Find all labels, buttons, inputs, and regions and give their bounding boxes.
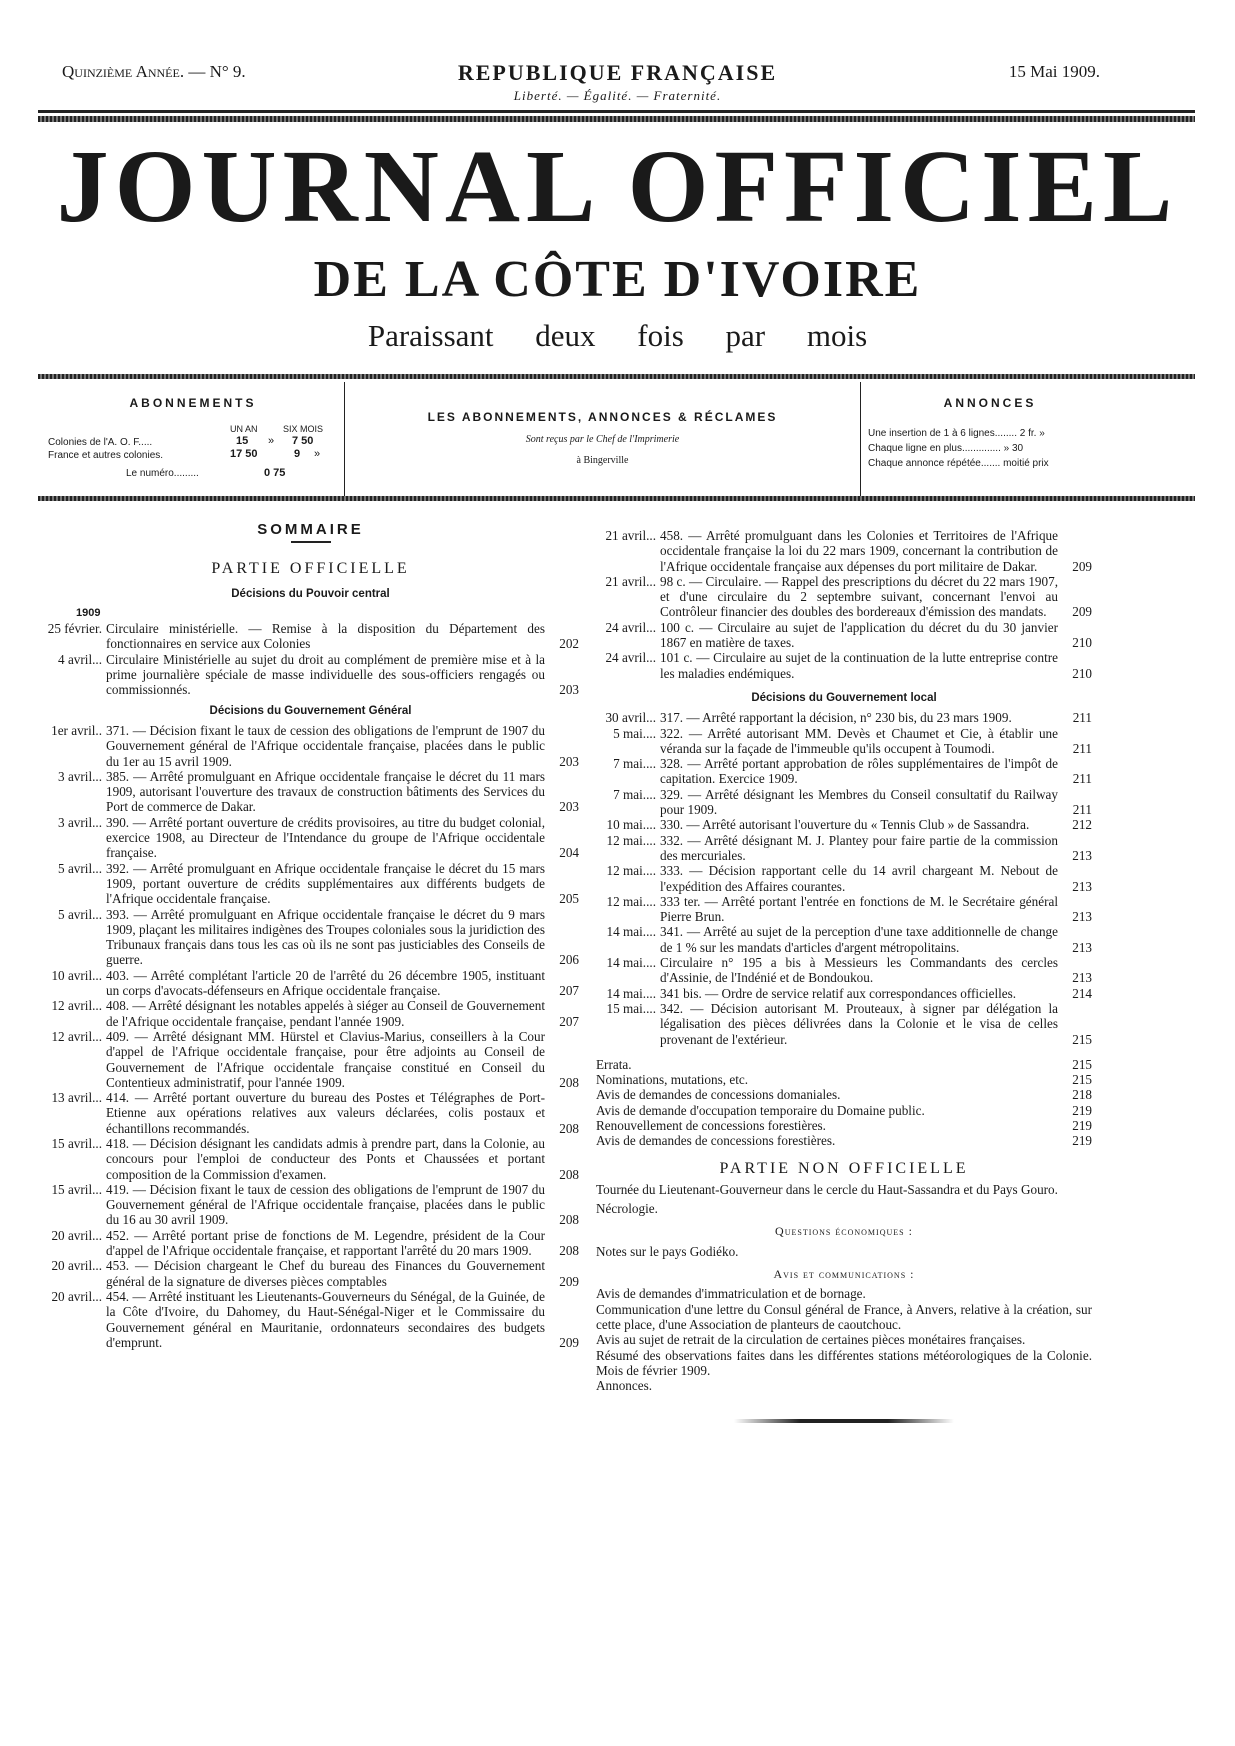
entry-page: 208 bbox=[559, 1120, 579, 1136]
center-line1: Sont reçus par le Chef de l'Imprimerie bbox=[525, 434, 680, 445]
entry-text: 414. — Arrêté portant ouverture du bureau des Postes et Télégraphes de Port-Etienne aux opérations relatives aux valeurs déclarées, colis postaux et échantillons recommandés. bbox=[106, 1090, 545, 1136]
entry-date: 21 avril... bbox=[605, 528, 656, 543]
misc-text: Avis de demandes de concessions forestières. bbox=[596, 1133, 836, 1149]
entry-page: 209 bbox=[1072, 604, 1092, 620]
misc-text: Avis de demande d'occupation temporaire du Domaine public. bbox=[596, 1102, 925, 1118]
part-unofficial: PARTIE NON OFFICIELLE bbox=[719, 1159, 969, 1177]
entry-text: 322. — Arrêté autorisant MM. Devès et Chaumet et Cie, à établir une véranda sur la façade de l'immeuble qu'ils occupent à Toumodi. bbox=[660, 725, 1058, 756]
misc-page: 215 bbox=[1072, 1072, 1092, 1088]
notice-entry: Avis au sujet de retrait de la circulation de certaines pièces monétaires françaises. bbox=[596, 1332, 1026, 1348]
summary-entry bbox=[596, 817, 1092, 832]
notice-entry: Communication d'une lettre du Consul général de France, à Anvers, relative à la création, sur cette place, d'une Association de planteurs de caoutchouc. bbox=[596, 1301, 1092, 1332]
entry-page: 208 bbox=[559, 1166, 579, 1182]
general-list bbox=[42, 723, 579, 1350]
summary-entry bbox=[42, 1136, 579, 1182]
entry-text: 332. — Arrêté désignant M. J. Plantey pour faire partie de la commission des mercuriales. bbox=[660, 832, 1058, 863]
entry-text: 453. — Décision chargeant le Chef du bureau des Finances du Gouvernement général de la signature de diverses pièces comptables bbox=[106, 1258, 545, 1289]
misc-page: 215 bbox=[1072, 1056, 1092, 1072]
misc-entry bbox=[596, 1102, 1092, 1118]
entry-page: 213 bbox=[1072, 847, 1092, 863]
entry-page: 213 bbox=[1072, 878, 1092, 894]
summary-entry bbox=[596, 574, 1092, 620]
single-price: 0 75 bbox=[264, 467, 286, 479]
end-ornament bbox=[734, 1419, 954, 1423]
entry-date: 3 avril... bbox=[58, 814, 102, 830]
center-heading: LES ABONNEMENTS, ANNONCES & RÉCLAMES bbox=[427, 410, 778, 424]
entry-date: 12 avril... bbox=[51, 998, 102, 1014]
summary-left-column bbox=[42, 522, 579, 1350]
entry-date: 13 avril... bbox=[51, 1090, 102, 1106]
entry-text: 333. — Décision rapportant celle du 14 avril chargeant M. Nebout de l'expédition des Affaires courantes. bbox=[660, 863, 1058, 894]
misc-text: Nominations, mutations, etc. bbox=[596, 1072, 749, 1088]
misc-text: Renouvellement de concessions forestières. bbox=[596, 1117, 826, 1133]
summary-entry bbox=[596, 787, 1092, 818]
summary-entry bbox=[42, 1289, 579, 1350]
entry-text: 454. — Arrêté instituant les Lieutenants-Gouverneurs du Sénégal, de la Guinée, de la Côte d'Ivoire, du Dahomey, du Haut-Sénégal-Niger et le Commissaire du Gouvernement général en Mauritanie, ordonnateurs secondaires des budgets d'emprunt. bbox=[106, 1288, 545, 1350]
entry-page: 207 bbox=[559, 983, 579, 999]
ads-box bbox=[866, 382, 1114, 494]
entry-text: 452. — Arrêté portant prise de fonctions de M. Legendre, président de la Cour d'appel de l'Afrique occidentale française, et rapportant l'arrêté du 20 mars 1909. bbox=[106, 1227, 545, 1259]
entry-text: 419. — Décision fixant le taux de cession des obligations de l'emprunt de 1907 du Gouvernement général de l'Afrique occidentale française, placées dans le public du 16 au 30 avril 1909. bbox=[106, 1181, 545, 1228]
rule-top bbox=[38, 110, 1195, 113]
entry-page: 209 bbox=[559, 1334, 579, 1350]
summary-entry bbox=[42, 769, 579, 815]
subscriptions-heading: ABONNEMENTS bbox=[129, 396, 257, 410]
entry-text: Circulaire n° 195 a bis à Messieurs les Commandants des cercles d'Assinie, de l'Indénié et de Bondoukou. bbox=[660, 955, 1058, 986]
entry-date: 21 avril... bbox=[605, 573, 656, 589]
entry-page: 203 bbox=[559, 753, 579, 769]
year-label: 1909 bbox=[76, 606, 101, 619]
entry-date: 20 avril... bbox=[51, 1288, 102, 1304]
republic-heading: REPUBLIQUE FRANÇAISE bbox=[457, 60, 778, 85]
row1-mark: » bbox=[268, 435, 275, 447]
summary-entry bbox=[42, 998, 579, 1029]
entry-text: 392. — Arrêté promulguant en Afrique occidentale française le décret du 15 mars 1909, portant ouverture de crédits supplémentaires aux différents budgets de l'Afrique occidentale française. bbox=[106, 860, 545, 907]
journal-tagline: Paraissant deux fois par mois bbox=[367, 318, 868, 353]
entry-date: 10 avril... bbox=[51, 967, 102, 983]
entry-text: 341 bis. — Ordre de service relatif aux correspondances officielles. bbox=[660, 985, 1017, 1001]
single-label: Le numéro......... bbox=[126, 468, 199, 479]
summary-entry bbox=[596, 924, 1092, 955]
entry-date: 7 mai.... bbox=[613, 786, 656, 802]
notice-entry: Résumé des observations faites dans les différentes stations météorologiques de la Colonie. Mois de février 1909. bbox=[596, 1347, 1092, 1378]
entry-date: 30 avril... bbox=[605, 710, 656, 726]
entry-page: 209 bbox=[1072, 558, 1092, 574]
summary-entry bbox=[42, 968, 579, 999]
row2-mark: » bbox=[314, 448, 321, 460]
entry-date: 20 avril... bbox=[51, 1258, 102, 1274]
necrology: Nécrologie. bbox=[596, 1201, 658, 1217]
entry-date: 12 mai.... bbox=[606, 893, 656, 909]
summary-entry bbox=[596, 620, 1092, 651]
summary-entry bbox=[596, 894, 1092, 925]
entry-date: 14 mai.... bbox=[606, 955, 656, 971]
sec-general: Décisions du Gouvernement Général bbox=[209, 704, 412, 717]
sec-notices: Avis et communications : bbox=[773, 1267, 915, 1282]
entry-text: 458. — Arrêté promulguant dans les Colonies et Territoires de l'Afrique occidentale française la loi du 22 mars 1909, concernant la contribution de l'Afrique occidentale française aux dépenses du port militaire de Dakar. bbox=[660, 528, 1058, 574]
notice-entry: Avis de demandes d'immatriculation et de bornage. bbox=[596, 1286, 866, 1302]
entry-text: 328. — Arrêté portant approbation de rôles supplémentaires de l'impôt de capitation. Exercice 1909. bbox=[660, 756, 1058, 787]
entry-text: Circulaire ministérielle. — Remise à la disposition du Département des fonctionnaires en service aux Colonies bbox=[106, 621, 545, 652]
entry-date: 12 mai.... bbox=[606, 863, 656, 879]
entry-text: 409. — Arrêté désignant MM. Hürstel et Clavius-Marius, conseillers à la Cour d'appel de l'Afrique occidentale française, pour être adjoints au Conseil de Gouvernement de l'Afrique occidentale française constitué en Conseil du Contentieux administratif, pour l'année 1909. bbox=[106, 1028, 545, 1090]
entry-text: 317. — Arrêté rapportant la décision, n° 230 bis, du 23 mars 1909. bbox=[660, 710, 1012, 726]
entry-text: 342. — Décision autorisant M. Prouteaux, à signer par délégation la légalisation des pièces délivrées dans la Colonie et le visa de celles provenant de l'extérieur. bbox=[660, 1000, 1058, 1047]
entry-page: 212 bbox=[1072, 817, 1092, 833]
misc-text: Errata. bbox=[596, 1056, 632, 1072]
misc-entry bbox=[596, 1133, 1092, 1149]
misc-list bbox=[596, 1057, 1092, 1149]
center-line2: à Bingerville bbox=[576, 455, 629, 466]
entry-date: 7 mai.... bbox=[613, 756, 656, 772]
entry-text: 371. — Décision fixant le taux de cession des obligations de l'emprunt de 1907 du Gouvernement général de l'Afrique occidentale française, placées dans le public du 1er au 15 avril 1909. bbox=[106, 722, 545, 769]
entry-date: 15 avril... bbox=[51, 1135, 102, 1151]
summary-entry bbox=[42, 1258, 579, 1289]
entry-page: 208 bbox=[559, 1212, 579, 1228]
entry-page: 209 bbox=[559, 1273, 579, 1289]
rule-box-top bbox=[38, 374, 1195, 379]
notices-list bbox=[596, 1286, 1092, 1393]
summary-entry bbox=[596, 650, 1092, 681]
entry-page: 211 bbox=[1072, 710, 1092, 726]
summary-entry bbox=[42, 621, 579, 652]
ads-row1: Une insertion de 1 à 6 lignes........ 2 fr. » bbox=[868, 428, 1045, 439]
entry-date: 14 mai.... bbox=[606, 985, 656, 1001]
summary-entry bbox=[596, 1001, 1092, 1047]
center-box bbox=[350, 382, 855, 494]
summary-right-column bbox=[596, 528, 1092, 1423]
ads-row3: Chaque annonce répétée....... moitié prix bbox=[868, 458, 1049, 469]
entry-text: 393. — Arrêté promulguant en Afrique occidentale française le décret du 9 mars 1909, plaçant les militaires indigènes des Troupes coloniales sous la juridiction des Tribunaux français dans tous les cas où ils ne sont pas justiciables des Conseils de guerre. bbox=[106, 906, 545, 968]
ads-row2: Chaque ligne en plus.............. » 30 bbox=[868, 443, 1024, 454]
entry-page: 202 bbox=[559, 636, 579, 652]
entry-text: 390. — Arrêté portant ouverture de crédits provisoires, au titre du budget colonial, exercice 1908, au Directeur de l'Intendance du groupe de l'Afrique occidentale française. bbox=[106, 814, 545, 861]
entry-date: 3 avril... bbox=[58, 768, 102, 784]
entry-date: 5 avril... bbox=[58, 860, 102, 876]
row1-label: Colonies de l'A. O. F..... bbox=[48, 437, 153, 448]
entry-text: 341. — Arrêté au sujet de la perception d'une taxe additionnelle de change de 1 % sur les mandats d'articles d'argent métropolitains. bbox=[660, 924, 1058, 955]
entry-text: Circulaire Ministérielle au sujet du droit au complément de première mise et à la prime journalière spéciale de masse individuelle des sous-officiers rengagés ou commissionnés. bbox=[106, 651, 545, 698]
entry-date: 25 février. bbox=[47, 621, 102, 637]
general-right-list bbox=[596, 528, 1092, 681]
summary-entry bbox=[596, 726, 1092, 757]
entry-page: 213 bbox=[1072, 939, 1092, 955]
row1-six: 7 50 bbox=[292, 435, 314, 447]
entry-page: 206 bbox=[559, 952, 579, 968]
entry-date: 10 mai.... bbox=[606, 817, 656, 833]
summary-entry bbox=[42, 907, 579, 968]
summary-entry bbox=[42, 1182, 579, 1228]
entry-page: 210 bbox=[1072, 665, 1092, 681]
summary-entry bbox=[42, 861, 579, 907]
issue-date: 15 Mai 1909. bbox=[1008, 62, 1100, 81]
entry-text: 418. — Décision désignant les candidats admis à prendre part, dans la Colonie, au concours pour l'emploi de conducteur des Ponts et Chaussées et portant composition de la Commission d'examen. bbox=[106, 1135, 545, 1182]
entry-page: 203 bbox=[559, 799, 579, 815]
misc-text: Avis de demandes de concessions domaniales. bbox=[596, 1087, 841, 1103]
entry-date: 20 avril... bbox=[51, 1227, 102, 1243]
entry-date: 1er avril.. bbox=[51, 722, 102, 738]
col-six: SIX MOIS bbox=[283, 424, 324, 434]
summary-title: SOMMAIRE bbox=[257, 521, 364, 538]
entry-page: 213 bbox=[1072, 909, 1092, 925]
journal-subtitle: DE LA CÔTE D'IVOIRE bbox=[313, 251, 922, 308]
col-year: UN AN bbox=[230, 424, 258, 434]
entry-page: 204 bbox=[559, 845, 579, 861]
entry-date: 14 mai.... bbox=[606, 924, 656, 940]
subscriptions-box bbox=[48, 382, 338, 494]
entry-page: 210 bbox=[1072, 635, 1092, 651]
central-list bbox=[42, 621, 579, 697]
entry-date: 12 mai.... bbox=[606, 832, 656, 848]
journal-title: JOURNAL OFFICIEL bbox=[56, 129, 1179, 244]
row2-year: 17 50 bbox=[230, 448, 258, 460]
entry-text: 98 c. — Circulaire. — Rappel des prescriptions du décret du 22 mars 1907, et d'une circulaire du 2 septembre suivant, concernant l'envoi au Contrôleur financier des doubles des bordereaux d'émission des mandats. bbox=[660, 573, 1058, 620]
box-divider-right bbox=[860, 382, 861, 496]
entry-text: 408. — Arrêté désignant les notables appelés à siéger au Conseil de Gouvernement de l'Afrique occidentale française, pendant l'année 1909. bbox=[106, 998, 545, 1029]
summary-entry bbox=[42, 1228, 579, 1259]
part-official: PARTIE OFFICIELLE bbox=[211, 560, 410, 578]
notice-entry: Annonces. bbox=[596, 1378, 653, 1394]
summary-entry bbox=[42, 815, 579, 861]
local-list bbox=[596, 710, 1092, 1047]
summary-ornament bbox=[291, 541, 331, 543]
misc-page: 219 bbox=[1072, 1117, 1092, 1133]
entry-page: 215 bbox=[1072, 1031, 1092, 1047]
entry-date: 24 avril... bbox=[605, 619, 656, 635]
motto: Liberté. — Égalité. — Fraternité. bbox=[513, 88, 722, 103]
sec-local: Décisions du Gouvernement local bbox=[751, 691, 937, 704]
entry-page: 207 bbox=[559, 1013, 579, 1029]
entry-date: 15 mai.... bbox=[606, 1000, 656, 1016]
entry-text: 403. — Arrêté complétant l'article 20 de l'arrêté du 26 décembre 1905, instituant un corps d'avocats-défenseurs en Afrique occidentale française. bbox=[106, 967, 545, 999]
misc-entry bbox=[596, 1117, 1092, 1133]
entry-text: 101 c. — Circulaire au sujet de la continuation de la lutte entreprise contre les maladies endémiques. bbox=[660, 650, 1058, 681]
entry-page: 211 bbox=[1072, 740, 1092, 756]
summary-entry bbox=[42, 723, 579, 769]
entry-date: 12 avril... bbox=[51, 1028, 102, 1044]
misc-page: 218 bbox=[1072, 1087, 1092, 1103]
summary-entry bbox=[42, 1090, 579, 1136]
summary-entry bbox=[596, 955, 1092, 986]
ads-heading: ANNONCES bbox=[943, 396, 1037, 410]
row2-six: 9 bbox=[294, 448, 301, 460]
box-divider-left bbox=[344, 382, 345, 496]
entry-text: 333 ter. — Arrêté portant l'entrée en fonctions de M. le Secrétaire général Pierre Brun. bbox=[660, 893, 1058, 925]
entry-date: 24 avril... bbox=[605, 650, 656, 666]
entry-date: 4 avril... bbox=[58, 651, 102, 667]
entry-text: 100 c. — Circulaire au sujet de l'application du décret du du 30 janvier 1867 en matière de taxes. bbox=[660, 619, 1058, 651]
misc-page: 219 bbox=[1072, 1102, 1092, 1118]
entry-page: 205 bbox=[559, 891, 579, 907]
rule-hatched bbox=[38, 116, 1195, 122]
entry-date: 5 mai.... bbox=[613, 725, 656, 741]
entry-page: 211 bbox=[1072, 802, 1092, 818]
row1-year: 15 bbox=[236, 435, 249, 447]
entry-date: 5 avril... bbox=[58, 906, 102, 922]
row2-label: France et autres colonies. bbox=[48, 450, 164, 461]
entry-page: 214 bbox=[1072, 985, 1092, 1001]
entry-page: 213 bbox=[1072, 970, 1092, 986]
issue-number: Quinzième Année. — N° 9. bbox=[62, 62, 246, 81]
entry-text: 329. — Arrêté désignant les Membres du Conseil consultatif du Railway pour 1909. bbox=[660, 786, 1058, 818]
entry-text: 330. — Arrêté autorisant l'ouverture du « Tennis Club » de Sassandra. bbox=[660, 817, 1030, 833]
summary-entry bbox=[596, 528, 1092, 574]
misc-entry bbox=[596, 1072, 1092, 1088]
econ-text: Notes sur le pays Godiéko. bbox=[596, 1243, 739, 1259]
misc-page: 219 bbox=[1072, 1133, 1092, 1149]
summary-entry bbox=[596, 710, 1092, 725]
entry-page: 208 bbox=[559, 1074, 579, 1090]
entry-page: 208 bbox=[559, 1243, 579, 1259]
summary-entry bbox=[596, 863, 1092, 894]
summary-entry bbox=[596, 833, 1092, 864]
sec-central: Décisions du Pouvoir central bbox=[231, 587, 390, 600]
tour-text: Tournée du Lieutenant-Gouverneur dans le cercle du Haut-Sassandra et du Pays Gouro. bbox=[596, 1181, 1058, 1197]
entry-date: 15 avril... bbox=[51, 1181, 102, 1197]
entry-page: 203 bbox=[559, 682, 579, 698]
summary-entry bbox=[596, 986, 1092, 1001]
misc-entry bbox=[596, 1087, 1092, 1103]
entry-page: 211 bbox=[1072, 771, 1092, 787]
summary-entry bbox=[42, 1029, 579, 1090]
entry-text: 385. — Arrêté promulguant en Afrique occidentale française le décret du 11 mars 1909, autorisant l'ouverture des travaux de construction bâtiments des Services du Port de commerce de Dakar. bbox=[106, 768, 545, 815]
sec-economic: Questions économiques : bbox=[775, 1224, 913, 1239]
summary-entry bbox=[596, 756, 1092, 787]
misc-entry bbox=[596, 1056, 1092, 1072]
summary-entry bbox=[42, 652, 579, 698]
